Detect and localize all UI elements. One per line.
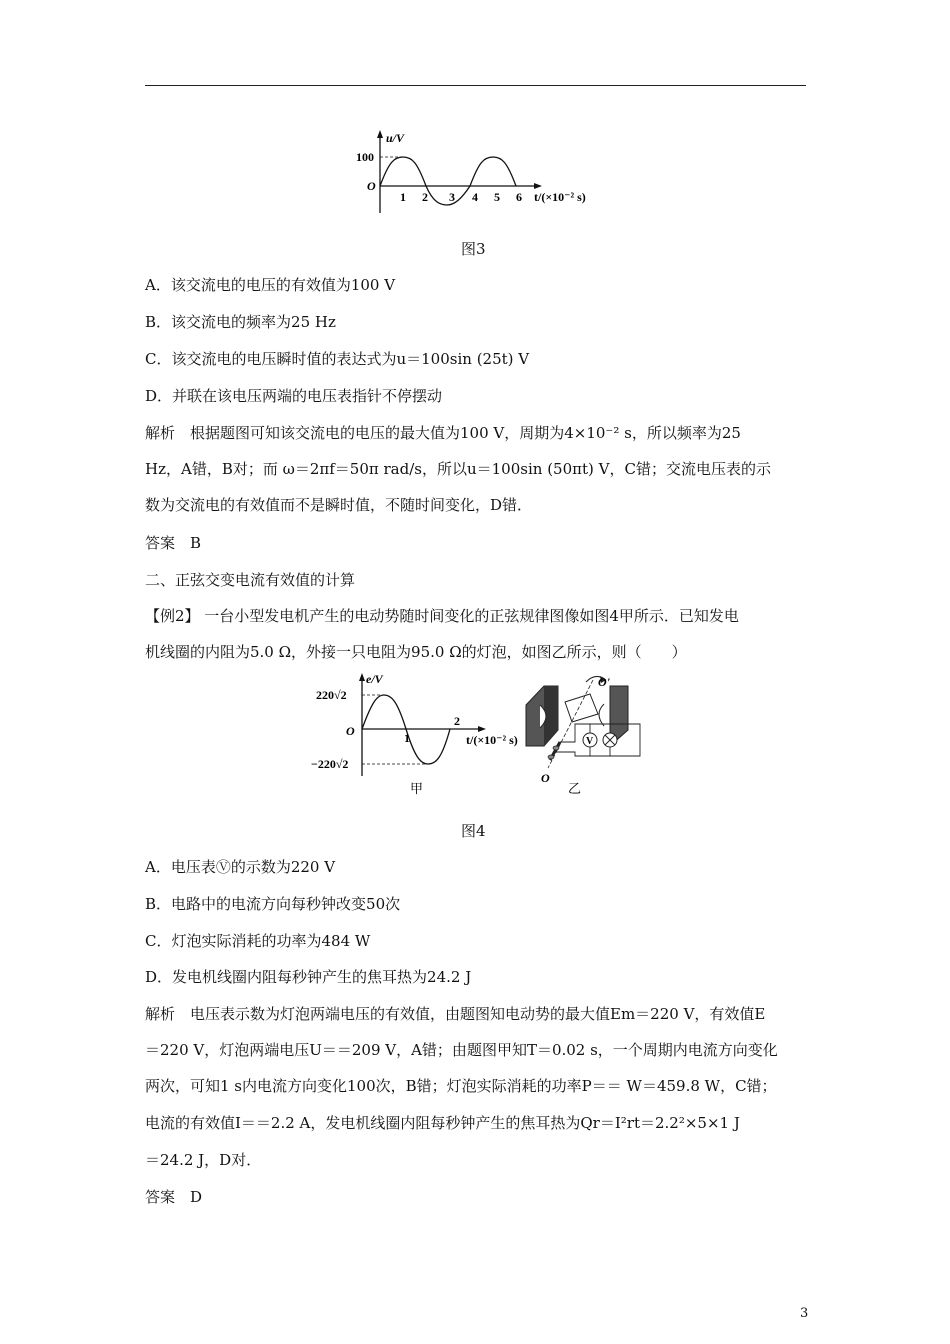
slip-ring-1 [548,755,554,759]
header-rule [145,85,806,86]
q1-option-a: A．该交流电的电压的有效值为100 V [145,276,396,294]
axis-top-label: O' [598,675,610,689]
y-tick-100: 100 [356,150,374,164]
example2-line-2: 机线圈的内阻为5.0 Ω，外接一只电阻为95.0 Ω的灯泡，如图乙所示，则（ ） [145,643,687,661]
x-axis-label: t/(×10⁻² s) [534,190,586,204]
q2-analysis-line-1: 解析 电压表示数为灯泡两端电压的有效值，由题图知电动势的最大值Em＝220 V，有效值E [145,1005,766,1023]
figure-3-graph [350,128,610,216]
x-tick-2: 2 [422,190,428,204]
sub-figure-yi: 乙 [568,781,582,796]
e-y-top-label: 220√2 [316,688,347,702]
q2-option-d: D．发电机线圈内阻每秒钟产生的焦耳热为24.2 J [145,968,472,986]
q1-answer: 答案 B [145,534,202,552]
e-x-axis-arrow [478,726,486,732]
y-axis-label: u/V [386,131,405,145]
q2-option-a: A．电压表Ⓥ的示数为220 V [145,858,336,876]
y-axis-arrow [377,130,383,138]
e-x-tick-2: 2 [454,714,460,728]
generator-diagram [526,675,640,785]
q2-answer: 答案 D [145,1188,203,1206]
figure-3-caption: 图3 [461,240,486,258]
slip-ring-2 [553,746,559,750]
e-y-bottom-label: −220√2 [311,757,349,771]
e-x-axis-label: t/(×10⁻² s) [466,733,518,747]
page-number: 3 [800,1306,809,1321]
coil [565,694,598,722]
x-tick-4: 4 [472,190,478,204]
q2-analysis-line-2: ＝220 V，灯泡两端电压U＝＝209 V，A错；由题图甲知T＝0.02 s，一个周期内电流方向变化 [145,1041,778,1059]
q2-analysis-line-5: ＝24.2 J，D对． [145,1151,262,1169]
sub-figure-jia: 甲 [410,781,424,796]
q2-option-b: B．电路中的电流方向每秒钟改变50次 [145,895,401,913]
q1-option-d: D．并联在该电压两端的电压表指针不停摆动 [145,387,443,405]
x-tick-6: 6 [516,190,522,204]
e-y-axis-arrow [359,673,365,681]
e-x-tick-1: 1 [404,731,410,745]
x-tick-1: 1 [400,190,406,204]
q1-analysis-line-3: 数为交流电的有效值而不是瞬时值，不随时间变化，D错． [145,496,533,514]
x-tick-5: 5 [494,190,500,204]
e-y-axis-label: e/V [366,672,383,686]
x-axis-arrow [534,183,542,189]
q1-option-c: C．该交流电的电压瞬时值的表达式为u＝100sin (25t) V [145,350,530,368]
q2-option-c: C．灯泡实际消耗的功率为484 W [145,932,371,950]
voltmeter-label: V [586,736,594,747]
q1-analysis-line-1: 解析 根据题图可知该交流电的电压的最大值为100 V，周期为4×10⁻² s，所以频率为25 [145,424,741,442]
e-origin-label: O [346,724,355,738]
q1-analysis-line-2: Hz，A错，B对；而 ω＝2πf＝50π rad/s，所以u＝100sin (50πt) V，C错；交流电压表的示 [145,460,771,478]
right-pole-face [599,704,604,726]
q2-analysis-line-4: 电流的有效值I＝＝2.2 A，发电机线圈内阻每秒钟产生的焦耳热为Qr＝I²rt＝2.2²×5×1 J [145,1114,740,1132]
figure-4-caption: 图4 [461,822,486,840]
q1-option-b: B．该交流电的频率为25 Hz [145,313,336,331]
q2-analysis-line-3: 两次，可知1 s内电流方向变化100次，B错；灯泡实际消耗的功率P＝＝ W＝459.8 W，C错； [145,1077,777,1095]
example2-line-1: 【例2】 一台小型发电机产生的电动势随时间变化的正弦规律图像如图4甲所示．已知发电 [145,607,739,625]
x-tick-3: 3 [449,190,455,204]
section-title: 二、正弦交变电流有效值的计算 [145,571,356,589]
origin-label: O [367,179,376,193]
figure-4-graph [300,668,650,798]
axis-bottom-label: O [541,771,550,785]
